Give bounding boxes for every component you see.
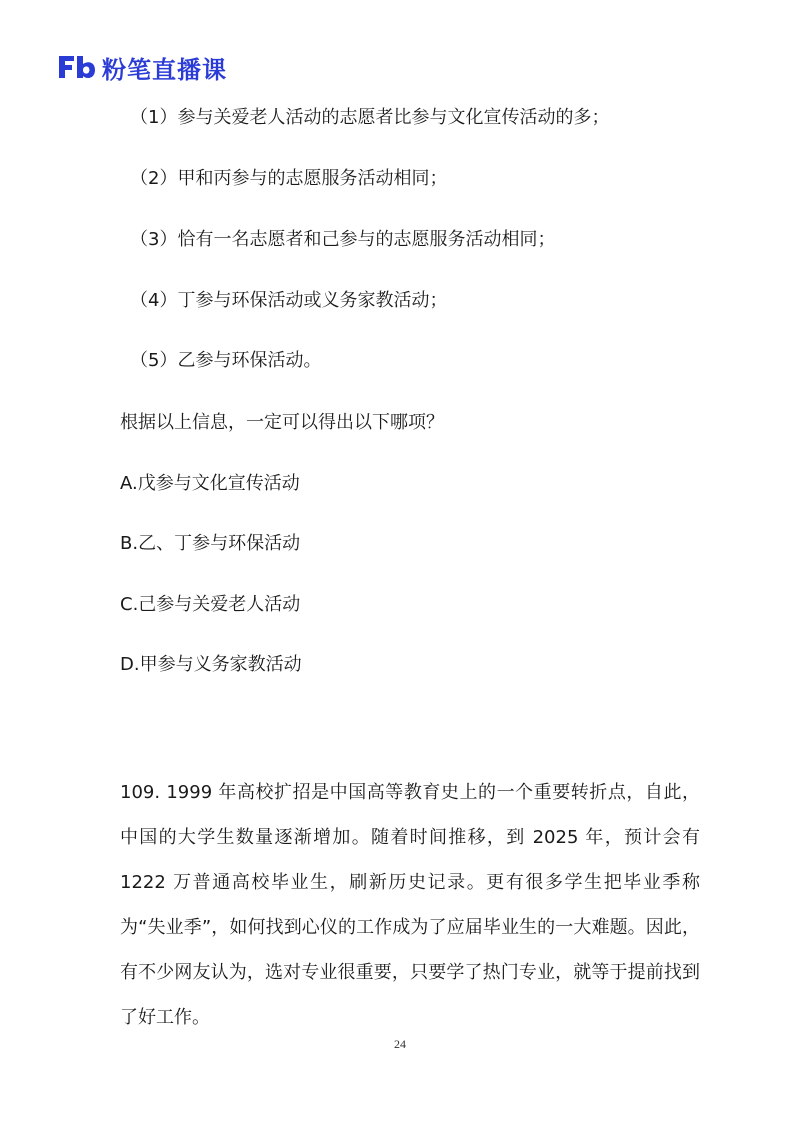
condition-1: （1）参与关爱老人活动的志愿者比参与文化宣传活动的多；: [130, 107, 610, 128]
page-number: 24: [394, 1037, 406, 1051]
option-b: B.乙、丁参与环保活动: [120, 533, 301, 554]
condition-4: （4）丁参与环保活动或义务家教活动；: [130, 290, 448, 311]
option-c: C.己参与关爱老人活动: [120, 594, 301, 615]
option-a: A.戊参与文化宣传活动: [120, 473, 300, 494]
question-109-text: 109. 1999 年高校扩招是中国高等教育史上的一个重要转折点，自此，中国的大学生数量逐渐增加。随着时间推移，到 2025 年，预计会有 1222 万普通高校毕业生，刷新历史记录。更有很多学生把毕业季称为“失业季”，如何找到心仪的工作成为了应届毕业生的一大难题。因此，有不少网友认为，选对专业很重要，只要学了热门专业，就等于提前找到了好工作。: [120, 782, 700, 1028]
condition-5: （5）乙参与环保活动。: [130, 350, 322, 371]
condition-3: （3）恰有一名志愿者和己参与的志愿服务活动相同；: [130, 229, 556, 250]
question-prompt: 根据以上信息，一定可以得出以下哪项？: [120, 412, 444, 433]
option-d: D.甲参与义务家教活动: [120, 654, 302, 675]
header: [56, 50, 227, 84]
fb-logo-icon: [56, 52, 96, 82]
brand-name: 粉笔直播课: [102, 55, 227, 84]
condition-2: （2）甲和丙参与的志愿服务活动相同；: [130, 168, 448, 189]
